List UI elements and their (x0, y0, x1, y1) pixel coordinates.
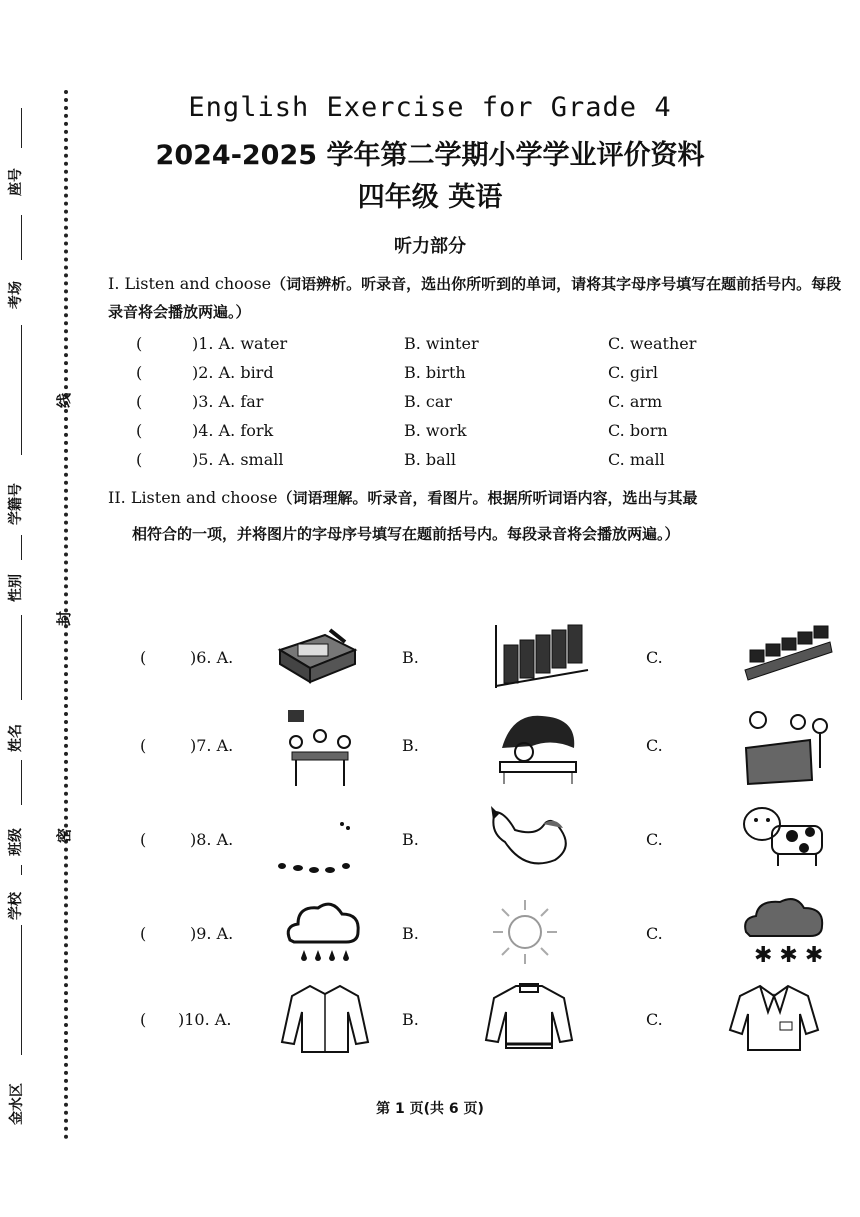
answer-bracket[interactable]: ( (136, 421, 143, 440)
question-option-c: C. weather (608, 334, 697, 353)
picture-question-row (140, 620, 840, 700)
rain-cloud-picture (282, 896, 362, 968)
question-option-a: )6. A. (190, 648, 234, 667)
part2-instruction-cn-1: （词语理解。听录音，看图片。根据所听词语内容，选出与其最 (277, 489, 698, 507)
answer-bracket[interactable]: ( (136, 392, 143, 411)
question-option-a: )3. A. far (192, 392, 264, 411)
question-option-a: )4. A. fork (192, 421, 274, 440)
answer-bracket[interactable]: ( (140, 736, 147, 755)
answer-bracket[interactable]: ( (140, 924, 147, 943)
library-shelves-picture (492, 620, 592, 690)
exam-room-label: 考场 (8, 281, 24, 309)
gender-label: 性别 (8, 574, 24, 602)
sweater-picture (484, 982, 574, 1054)
question-option-b: B. winter (404, 334, 479, 353)
cow-picture (738, 802, 828, 868)
question-row (136, 363, 756, 389)
answer-bracket[interactable]: ( (136, 450, 143, 469)
question-row (136, 450, 756, 476)
question-option-c: C. mall (608, 450, 665, 469)
question-option-a: )8. A. (190, 830, 234, 849)
fold-secret-label: 密 (55, 827, 74, 844)
question-option-b: B. (402, 1010, 419, 1029)
title-english: English Exercise for Grade 4 (188, 92, 672, 123)
answer-bracket[interactable]: ( (140, 830, 147, 849)
name-line (21, 615, 22, 700)
question-row (136, 334, 756, 360)
answer-bracket[interactable]: ( (136, 334, 143, 353)
question-option-b: B. birth (404, 363, 466, 382)
question-option-b: B. (402, 736, 419, 755)
classroom-desk-picture (270, 620, 360, 690)
answer-bracket[interactable]: ( (140, 648, 147, 667)
question-option-a: )1. A. water (192, 334, 288, 353)
part1-instruction-cn: （词语辨析。听录音，选出你所听到的单词，请将其字母序号填写在题前括号内。每段录音将会播放两遍。） (108, 275, 842, 321)
title-chinese: 2024-2025 学年第二学期小学学业评价资料 (155, 140, 705, 171)
picture-question-row (140, 896, 840, 976)
sleeping-picture (492, 708, 582, 788)
question-option-b: B. car (404, 392, 453, 411)
student-id-line (21, 325, 22, 455)
part2-instruction-cn-2: 相符合的一项，并将图片的字母序号填写在题前括号内。每段录音将会播放两遍。） (132, 525, 680, 543)
question-option-b: B. (402, 924, 419, 943)
district-label: 金水区 (9, 1083, 25, 1125)
part1-instruction-en: I. Listen and choose (108, 274, 272, 293)
name-label: 姓名 (8, 724, 24, 752)
question-option-c: C. (646, 1010, 663, 1029)
picture-question-row (140, 708, 840, 788)
sun-picture (490, 896, 560, 968)
question-option-c: C. (646, 736, 663, 755)
seat-label: 座号 (8, 168, 24, 196)
question-option-b: B. work (404, 421, 467, 440)
page-number: 第 1 页(共 6 页) (376, 1101, 484, 1117)
question-option-b: B. (402, 830, 419, 849)
answer-bracket[interactable]: ( (136, 363, 143, 382)
picture-question-row (140, 982, 840, 1062)
computer-room-picture (740, 620, 835, 685)
question-option-c: C. girl (608, 363, 658, 382)
question-option-a: )10. A. (178, 1010, 232, 1029)
question-option-a: )9. A. (190, 924, 234, 943)
school-line-top (21, 865, 22, 875)
question-option-a: )7. A. (190, 736, 234, 755)
snowflakes-icon: ✱ ✱ ✱ (754, 943, 824, 968)
question-option-a: )2. A. bird (192, 363, 274, 382)
fold-seal-label: 封 (55, 610, 74, 627)
question-option-c: C. born (608, 421, 668, 440)
part2-instruction-en: II. Listen and choose (108, 488, 278, 507)
shopping-counter-picture (740, 708, 835, 788)
family-dinner-picture (276, 708, 362, 790)
section-title: 听力部分 (394, 236, 466, 257)
grade-subject: 四年级 英语 (357, 182, 503, 213)
question-option-b: B. (402, 648, 419, 667)
school-label: 学校 (8, 892, 24, 920)
question-option-c: C. arm (608, 392, 663, 411)
coat-picture (728, 982, 820, 1054)
question-option-c: C. (646, 648, 663, 667)
animal-picture-faint (276, 802, 356, 882)
question-option-c: C. (646, 924, 663, 943)
student-id-label: 学籍号 (8, 483, 24, 525)
shirt-picture (280, 982, 370, 1054)
question-option-c: C. (646, 830, 663, 849)
school-line (21, 925, 22, 1055)
question-row (136, 392, 756, 418)
class-label: 班级 (8, 828, 24, 856)
part1-instruction (108, 270, 853, 326)
snow-cloud-picture (740, 896, 830, 968)
hen-picture (485, 802, 575, 874)
question-option-b: B. ball (404, 450, 456, 469)
picture-question-row (140, 802, 840, 882)
question-option-a: )5. A. small (192, 450, 284, 469)
gender-line (21, 535, 22, 560)
fold-line-label: 线 (55, 392, 74, 409)
class-line (21, 760, 22, 805)
question-row (136, 421, 756, 447)
answer-bracket[interactable]: ( (140, 1010, 147, 1029)
part2-instruction (108, 484, 853, 512)
